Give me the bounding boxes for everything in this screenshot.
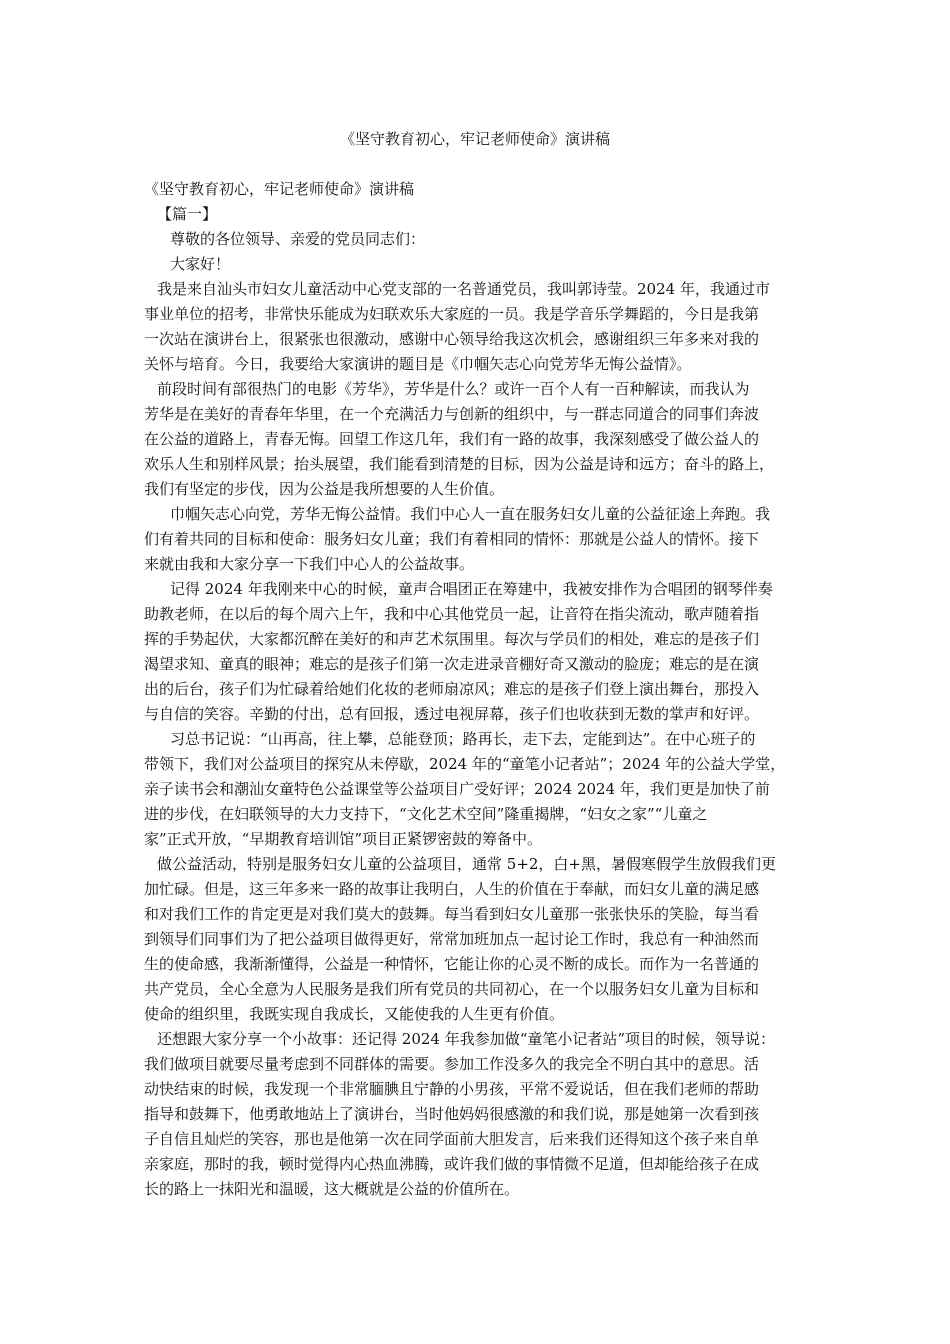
document-title: 《坚守教育初心，牢记老师使命》演讲稿 [339,130,610,148]
text-line: 我是来自汕头市妇女儿童活动中心党支部的一名普通党员，我叫郭诗莹。2024 年，我通过市 [157,280,770,298]
text-line: 来就由我和大家分享一下我们中心人的公益故事。 [144,555,475,573]
text-line: 带领下，我们对公益项目的探究从未停歇，2024 年的“童笔小记者站”；2024 年的公益大学堂， [144,755,786,773]
text-line: 们有着共同的目标和使命：服务妇女儿童；我们有着相同的情怀：那就是公益人的情怀。接下 [144,530,760,548]
text-line: 使命的组织里，我既实现自我成长，又能使我的人生更有价值。 [144,1005,565,1023]
text-line: 与自信的笑容。辛勤的付出，总有回报，透过电视屏幕，孩子们也收获到无数的掌声和好评。 [144,705,760,723]
text-line: 我们有坚定的步伐，因为公益是我所想要的人生价值。 [144,480,505,498]
document-body [144,177,806,1202]
text-line: 家”正式开放，“早期教育培训馆”项目正紧锣密鼓的筹备中。 [144,830,543,848]
text-line: 欢乐人生和别样风景；抬头展望，我们能看到清楚的目标，因为公益是诗和远方；奋斗的路上， [144,455,775,473]
text-line: 生的使命感，我渐渐懂得，公益是一种情怀，它能让你的心灵不断的成长。而作为一名普通的 [144,955,760,973]
text-line: 亲家庭，那时的我，顿时觉得内心热血沸腾，或许我们做的事情微不足道，但却能给孩子在成 [144,1155,760,1173]
text-line: 还想跟大家分享一个小故事：还记得 2024 年我参加做“童笔小记者站”项目的时候，领导说： [157,1030,776,1048]
text-line: 一次站在演讲台上，很紧张也很激动，感谢中心领导给我这次机会，感谢组织三年多来对我的 [144,330,760,348]
text-line: 亲子读书会和潮汕女童特色公益课堂等公益项目广受好评；2024 2024 年，我们更是加快了前 [144,780,770,798]
text-line: 前段时间有部很热门的电影《芳华》，芳华是什么？或许一百个人有一百种解读，而我认为 [157,380,750,398]
text-line: 习总书记说：“山再高，往上攀，总能登顶；路再长，走下去，定能到达”。在中心班子的 [170,730,756,748]
text-line: 共产党员，全心全意为人民服务是我们所有党员的共同初心，在一个以服务妇女儿童为目标和 [144,980,760,998]
text-line: 做公益活动，特别是服务妇女儿童的公益项目，通常 5+2，白+黑，暑假寒假学生放假我们更 [157,855,776,873]
text-line: 关怀与培育。今日，我要给大家演讲的题目是《巾帼矢志心向党芳华无悔公益情》。 [144,355,692,373]
text-line: 到领导们同事们为了把公益项目做得更好，常常加班加点一起讨论工作时，我总有一种油然而 [144,930,760,948]
text-line: 《坚守教育初心，牢记老师使命》演讲稿 [144,180,415,198]
text-line: 渴望求知、童真的眼神；难忘的是孩子们第一次走进录音棚好奇又激动的脸庞；难忘的是在演 [144,655,760,673]
text-line: 巾帼矢志心向党，芳华无悔公益情。我们中心人一直在服务妇女儿童的公益征途上奔跑。我 [170,505,771,523]
text-line: 【篇一】 [157,205,218,223]
text-line: 子自信且灿烂的笑容，那也是他第一次在同学面前大胆发言，后来我们还得知这个孩子来自单 [144,1130,760,1148]
text-line: 芳华是在美好的青春年华里，在一个充满活力与创新的组织中，与一群志同道合的同事们奔波 [144,405,760,423]
text-line: 进的步伐，在妇联领导的大力支持下，“文化艺术空间”隆重揭牌，“妇女之家”“儿童之 [144,805,708,823]
text-line: 加忙碌。但是，这三年多来一路的故事让我明白，人生的价值在于奉献，而妇女儿童的满足感 [144,880,760,898]
text-line: 长的路上一抹阳光和温暖，这大概就是公益的价值所在。 [144,1180,520,1198]
text-line: 我们做项目就要尽量考虑到不同群体的需要。参加工作没多久的我完全不明白其中的意思。活 [144,1055,760,1073]
text-line: 大家好！ [170,255,231,273]
text-line: 事业单位的招考，非常快乐能成为妇联欢乐大家庭的一员。我是学音乐学舞蹈的，今日是我第 [144,305,760,323]
text-line: 动快结束的时候，我发现一个非常腼腆且宁静的小男孩，平常不爱说话，但在我们老师的帮助 [144,1080,760,1098]
text-line: 在公益的道路上，青春无悔。回望工作这几年，我们有一路的故事，我深刻感受了做公益人的 [144,430,760,448]
text-line: 尊敬的各位领导、亲爱的党员同志们： [170,230,426,248]
text-line: 出的后台，孩子们为忙碌着给她们化妆的老师扇凉风；难忘的是孩子们登上演出舞台，那投入 [144,680,760,698]
text-line: 助教老师，在以后的每个周六上午，我和中心其他党员一起，让音符在指尖流动，歌声随着指 [144,605,760,623]
text-line: 记得 2024 年我刚来中心的时候，童声合唱团正在筹建中，我被安排作为合唱团的钢琴伴奏 [170,580,773,598]
text-line: 指导和鼓舞下，他勇敢地站上了演讲台，当时他妈妈很感激的和我们说，那是她第一次看到孩 [144,1105,760,1123]
text-line: 和对我们工作的肯定更是对我们莫大的鼓舞。每当看到妇女儿童那一张张快乐的笑脸，每当看 [144,905,760,923]
text-line: 挥的手势起伏，大家都沉醉在美好的和声艺术氛围里。每次与学员们的相处，难忘的是孩子们 [144,630,760,648]
